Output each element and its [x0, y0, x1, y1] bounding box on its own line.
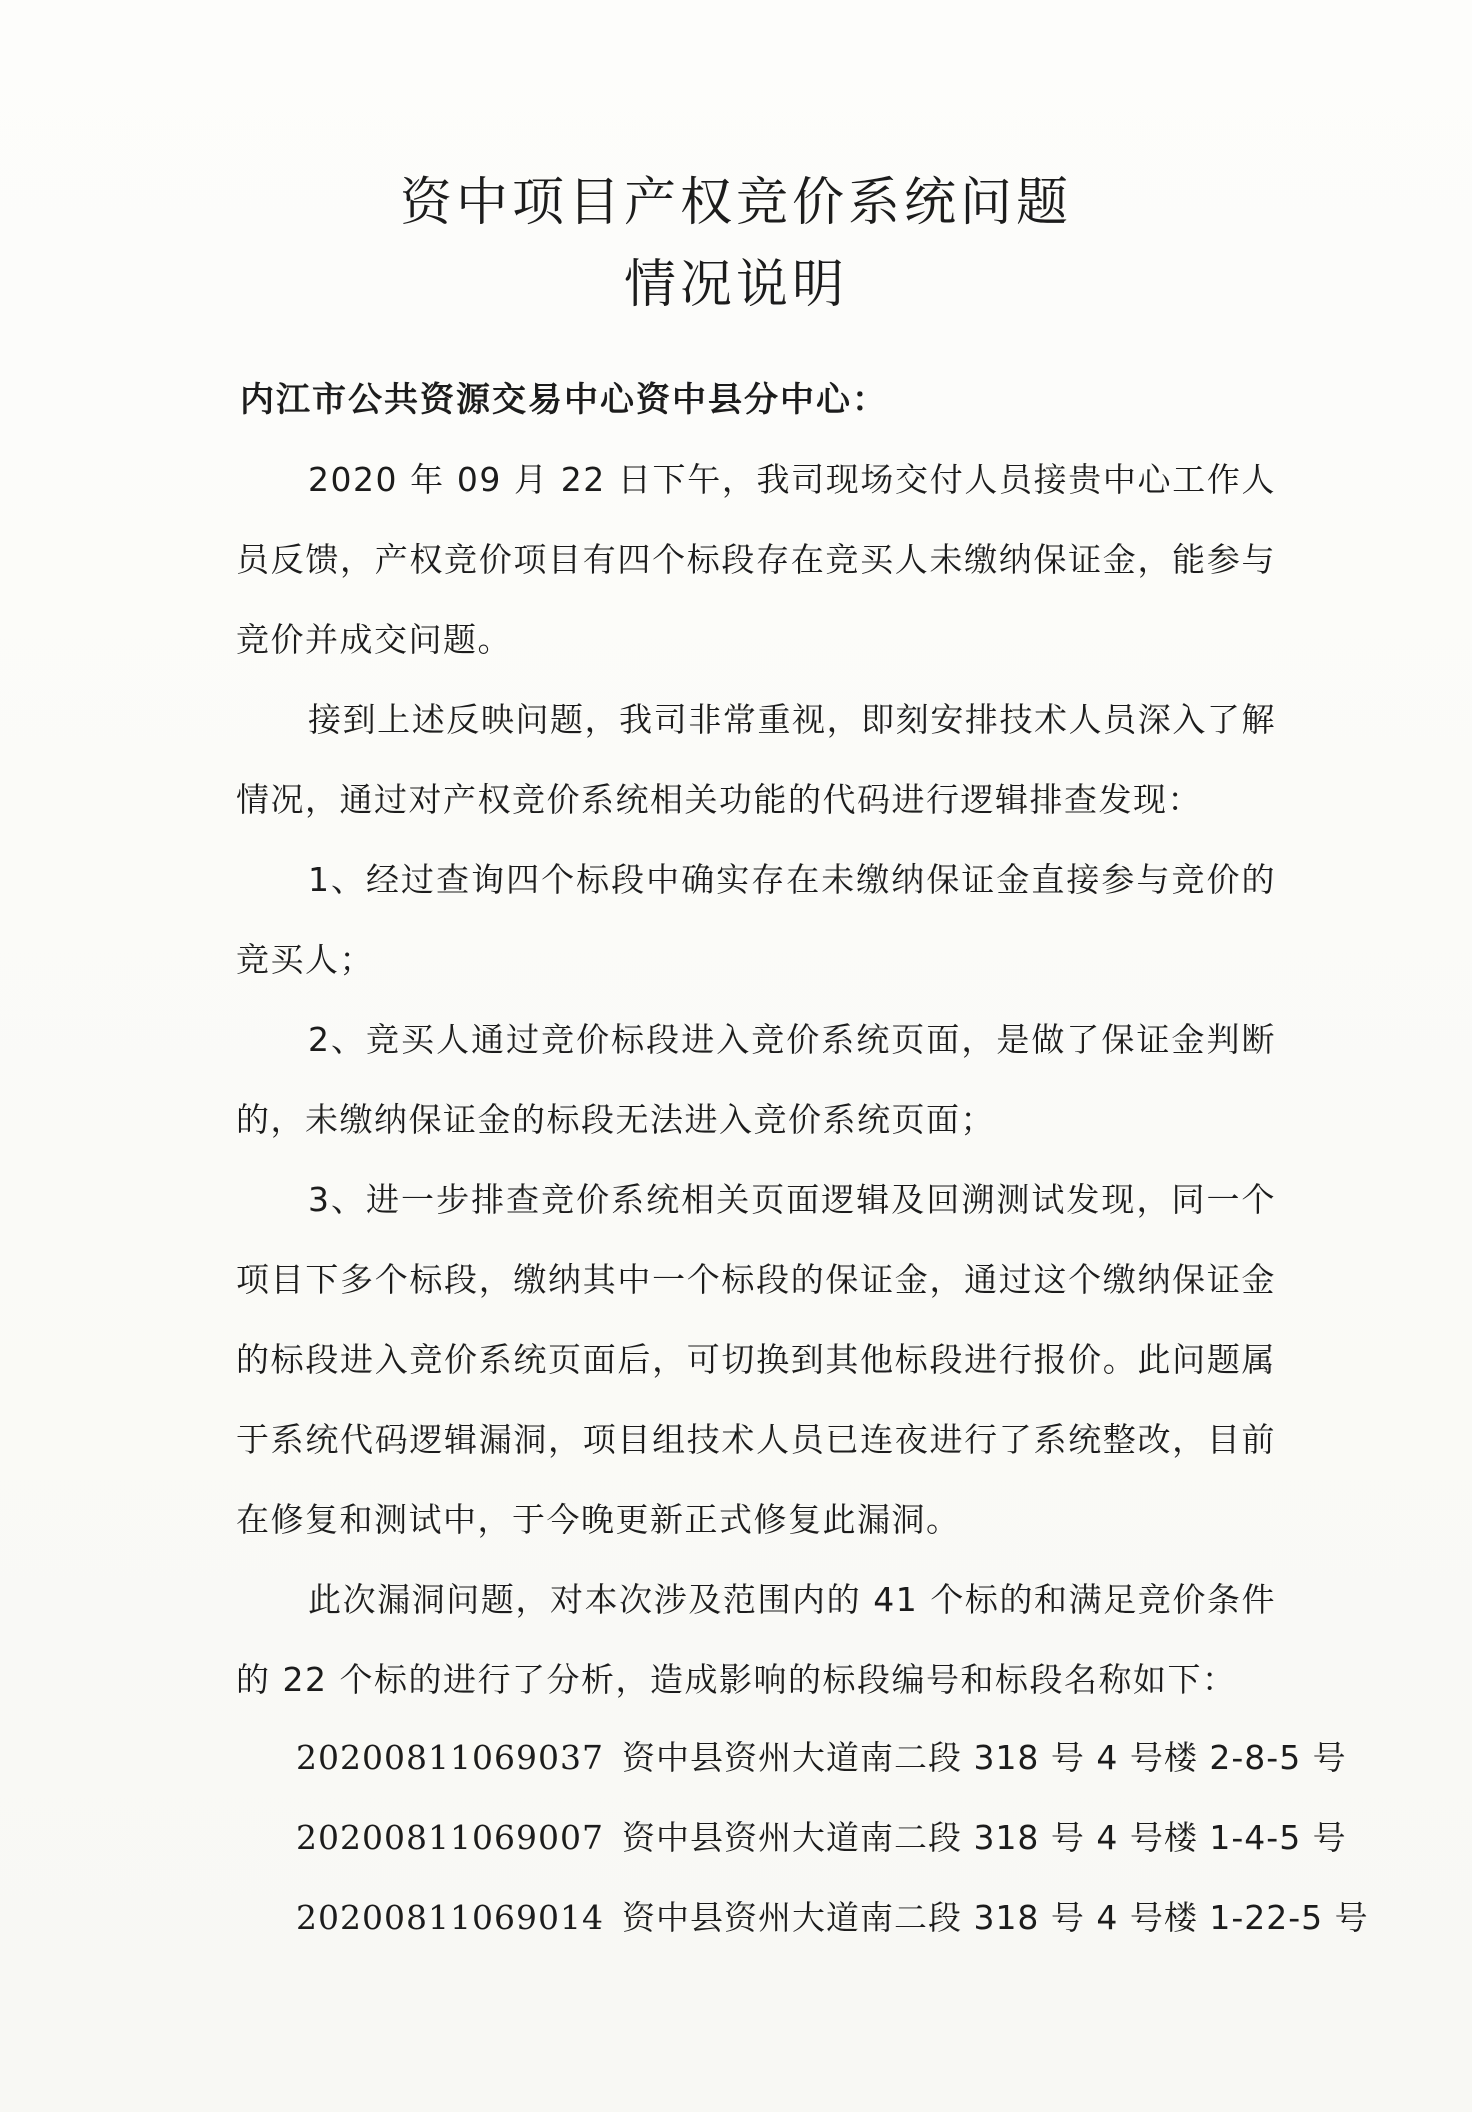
item-name: 资中县资州大道南二段 318 号 4 号楼 2-8-5 号 — [621, 1738, 1347, 1777]
item-name: 资中县资州大道南二段 318 号 4 号楼 1-4-5 号 — [621, 1818, 1347, 1857]
document-title: 资中项目产权竞价系统问题 — [399, 173, 1072, 233]
item-code: 20200811069007 — [296, 1818, 604, 1857]
paragraph: 1、经过查询四个标段中确实存在未缴纳保证金直接参与竞价的竞买人； — [236, 860, 1276, 979]
paragraph: 此次漏洞问题，对本次涉及范围内的 41 个标的和满足竞价条件的 22 个标的进行了分析，造成影响的标段编号和标段名称如下： — [236, 1580, 1276, 1699]
item-code: 20200811069014 — [296, 1898, 604, 1937]
item-name: 资中县资州大道南二段 318 号 4 号楼 1-22-5 号 — [621, 1898, 1369, 1937]
list-item — [296, 1732, 1347, 1779]
paragraph: 2、竞买人通过竞价标段进入竞价系统页面，是做了保证金判断的，未缴纳保证金的标段无法进入竞价系统页面； — [236, 1020, 1276, 1139]
paragraph: 接到上述反映问题，我司非常重视，即刻安排技术人员深入了解情况，通过对产权竞价系统相关功能的代码进行逻辑排查发现： — [236, 700, 1276, 819]
list-item — [296, 1812, 1347, 1859]
list-item — [296, 1892, 1369, 1939]
document-subtitle: 情况说明 — [623, 255, 848, 315]
addressee: 内江市公共资源交易中心资中县分中心： — [240, 380, 888, 420]
paragraph: 2020 年 09 月 22 日下午，我司现场交付人员接贵中心工作人员反馈，产权竞价项目有四个标段存在竞买人未缴纳保证金，能参与竞价并成交问题。 — [236, 460, 1276, 659]
paragraph: 3、进一步排查竞价系统相关页面逻辑及回溯测试发现，同一个项目下多个标段，缴纳其中一个标段的保证金，通过这个缴纳保证金的标段进入竞价系统页面后，可切换到其他标段进行报价。此问题属于系统代码逻辑漏洞，项目组技术人员已连夜进行了系统整改，目前在修复和测试中，于今晚更新正式修复此漏洞。 — [236, 1180, 1276, 1539]
item-code: 20200811069037 — [296, 1738, 604, 1777]
